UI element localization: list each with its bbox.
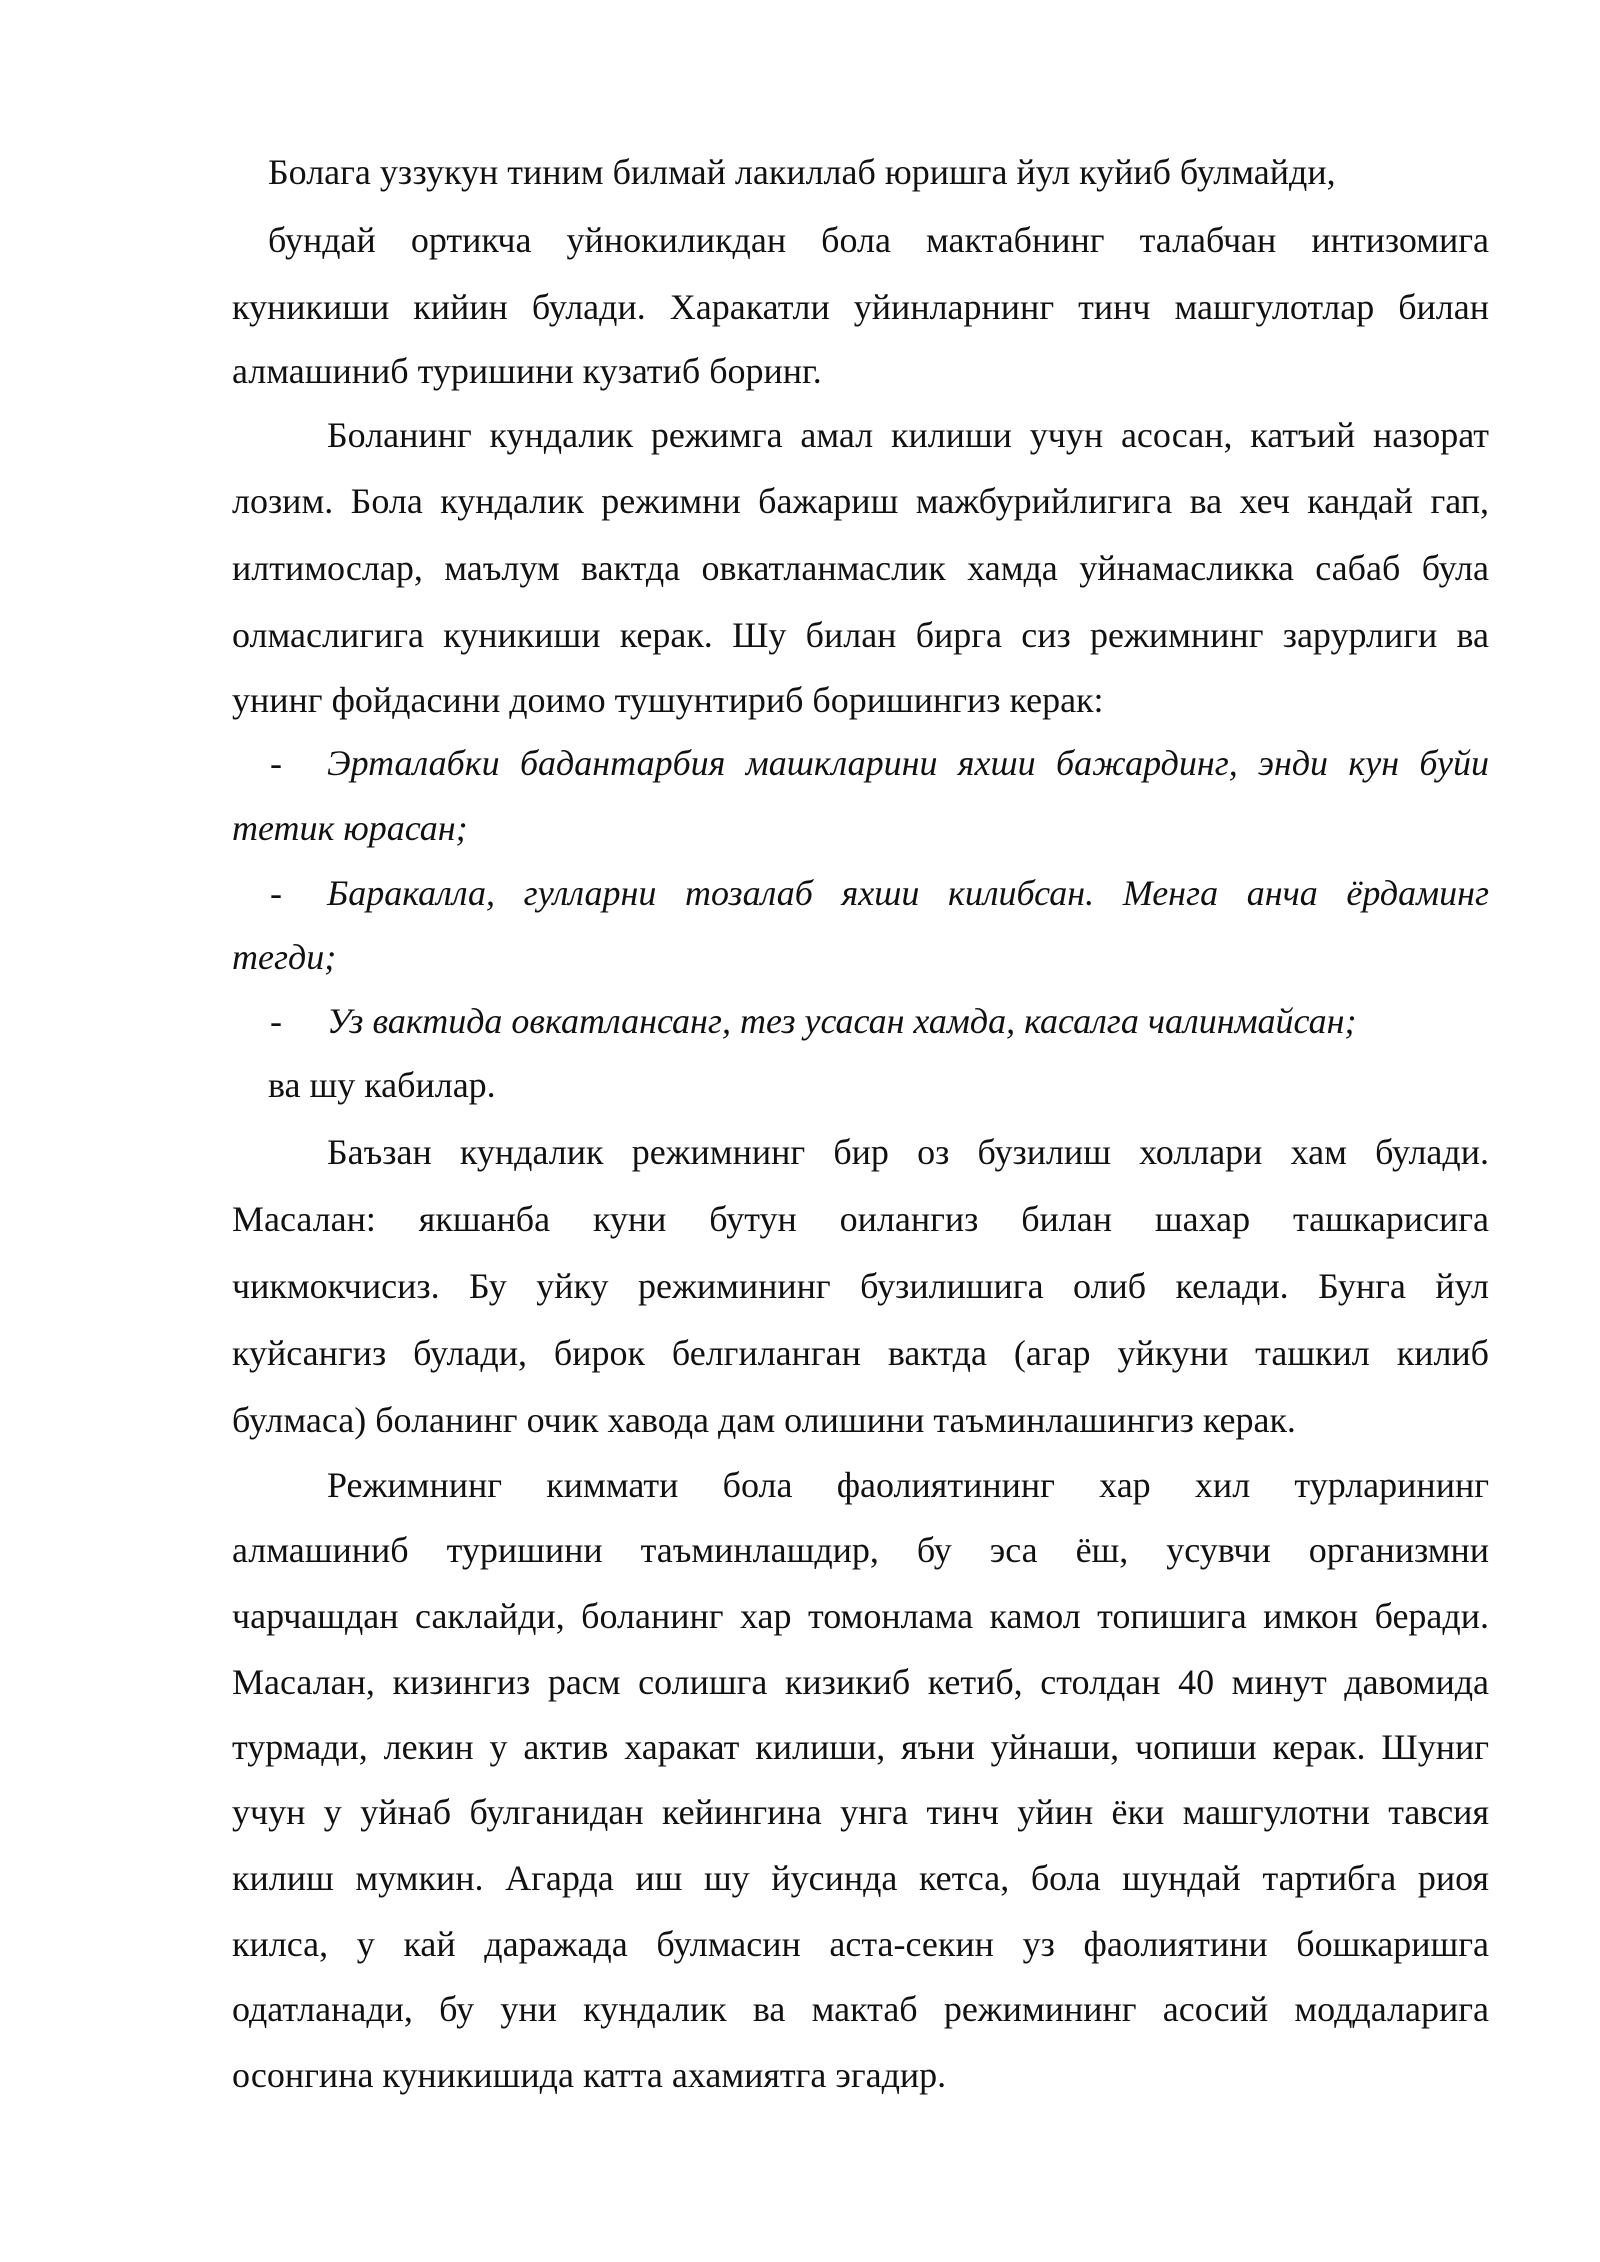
text-line: куйсангиз булади, бирок белгиланган вактда (агар уйкуни ташкил килиб bbox=[232, 1333, 1489, 1373]
text-line: унинг фойдасини доимо тушунтириб боришингиз керак: bbox=[232, 680, 1104, 720]
bullet-text-line: Эрталабки бадантарбия машкларини яхши бажардинг, энди кун буйи bbox=[327, 743, 1489, 783]
text-line: куникиши кийин булади. Харакатли уйинларнинг тинч машгулотлар билан bbox=[232, 287, 1489, 327]
text-line: чарчашдан саклайди, боланинг хар томонлама камол топишига имкон беради. bbox=[232, 1596, 1489, 1636]
text-line: бундай ортикча уйнокиликдан бола мактабнинг талабчан интизомига bbox=[268, 220, 1489, 260]
text-line: Масалан: якшанба куни бутун оилангиз билан шахар ташкарисига bbox=[232, 1199, 1489, 1239]
bullet-dash: - bbox=[270, 873, 282, 913]
text-line: Болага уззукун тиним билмай лакиллаб юришга йул куйиб булмайди, bbox=[268, 152, 1336, 192]
text-line: килиш мумкин. Агарда иш шу йусинда кетса, бола шундай тартибга риоя bbox=[232, 1858, 1489, 1898]
text-line: осонгина куникишида катта ахамиятга эгадир. bbox=[232, 2055, 947, 2095]
text-line: учун у уйнаб булганидан кейингина унга тинч уйин ёки машгулотни тавсия bbox=[232, 1792, 1489, 1832]
text-line: Режимнинг киммати бола фаолиятининг хар хил турларининг bbox=[327, 1465, 1489, 1505]
text-line: алмашиниб туришини кузатиб боринг. bbox=[232, 351, 822, 391]
text-line: ва шу кабилар. bbox=[268, 1065, 496, 1105]
text-line: чикмокчисиз. Бу уйку режимининг бузилишига олиб келади. Бунга йул bbox=[232, 1266, 1489, 1306]
text-line: одатланади, бу уни кундалик ва мактаб режимининг асосий моддаларига bbox=[232, 1989, 1489, 2029]
text-line: турмади, лекин у актив харакат килиши, яъни уйнаши, чопиши керак. Шуниг bbox=[232, 1727, 1489, 1767]
bullet-text-line: тетик юрасан; bbox=[232, 808, 468, 848]
bullet-text-line: тегди; bbox=[232, 937, 337, 977]
text-line: Баъзан кундалик режимнинг бир оз бузилиш холлари хам булади. bbox=[327, 1132, 1489, 1172]
bullet-dash: - bbox=[270, 743, 282, 783]
bullet-text-line: Уз вактида овкатлансанг, тез усасан хамда, касалга чалинмайсан; bbox=[327, 1001, 1357, 1041]
bullet-dash: - bbox=[270, 1001, 282, 1041]
text-line: булмаса) боланинг очик хавода дам олишини таъминлашингиз керак. bbox=[232, 1400, 1296, 1440]
text-line: Боланинг кундалик режимга амал килиши учун асосан, катъий назорат bbox=[327, 415, 1489, 455]
text-line: Масалан, кизингиз расм солишга кизикиб кетиб, столдан 40 минут давомида bbox=[232, 1662, 1489, 1702]
text-line: килса, у кай даражада булмасин аста-секин уз фаолиятини бошкаришга bbox=[232, 1924, 1489, 1964]
text-line: илтимослар, маълум вактда овкатланмаслик хамда уйнамасликка сабаб була bbox=[232, 548, 1489, 588]
text-line: лозим. Бола кундалик режимни бажариш мажбурийлигига ва хеч кандай гап, bbox=[232, 481, 1489, 521]
text-line: алмашиниб туришини таъминлашдир, бу эса ёш, усувчи организмни bbox=[232, 1530, 1489, 1570]
text-line: олмаслигига куникиши керак. Шу билан бирга сиз режимнинг зарурлиги ва bbox=[232, 615, 1489, 655]
bullet-text-line: Баракалла, гулларни тозалаб яхши килибсан. Менга анча ёрдаминг bbox=[327, 873, 1489, 913]
